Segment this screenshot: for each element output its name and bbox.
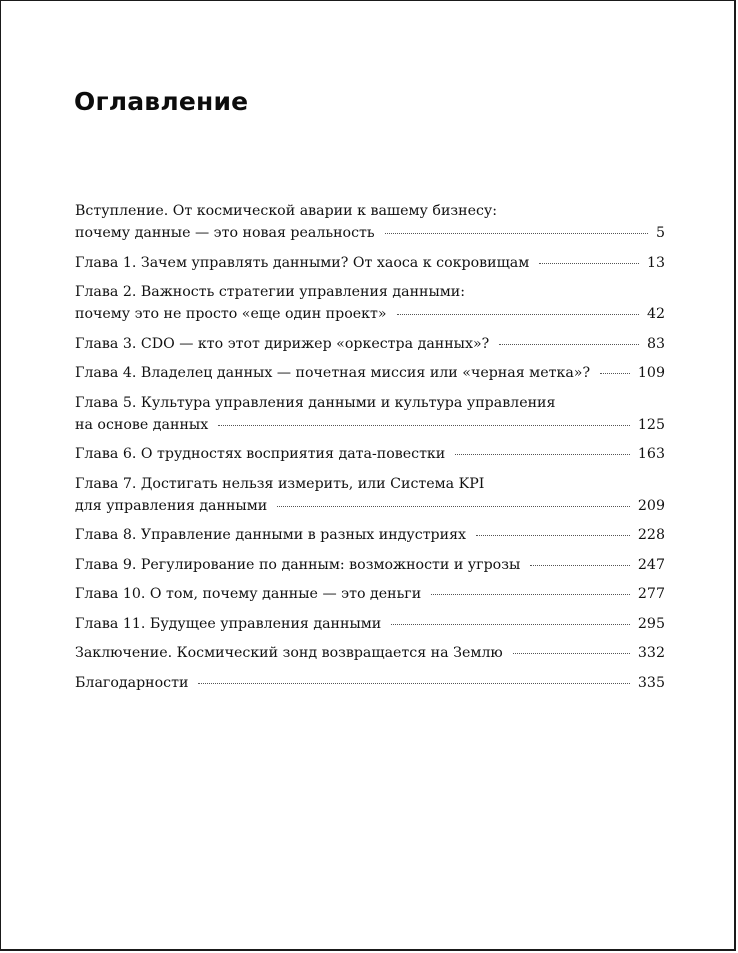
toc-entry-last-line <box>75 613 665 635</box>
toc-entry[interactable] <box>75 524 665 546</box>
toc-entry-last-line <box>75 495 665 517</box>
toc-page-number: 247 <box>637 556 665 573</box>
dot-leader <box>277 506 630 507</box>
dot-leader <box>476 535 630 536</box>
toc-page-number: 83 <box>646 335 665 352</box>
dot-leader <box>530 565 630 566</box>
toc-page-number: 277 <box>637 586 665 602</box>
toc-page-number: 109 <box>637 365 665 381</box>
toc-page-number: 295 <box>637 615 665 632</box>
toc-entry-last-line <box>75 672 665 694</box>
toc-page-number: 42 <box>646 306 665 322</box>
toc-entry-last-line <box>75 252 665 274</box>
toc-entry[interactable] <box>75 443 665 465</box>
toc-entry-title: Заключение. Космический зонд возвращается на Землю <box>75 645 503 661</box>
toc-page-number: 163 <box>637 446 665 462</box>
toc-entry-title: Благодарности <box>75 674 189 691</box>
toc-entry[interactable] <box>75 642 665 664</box>
toc-entry[interactable] <box>75 392 665 436</box>
toc-entry-last-line <box>75 642 665 664</box>
toc-entry-last-line <box>75 554 665 576</box>
toc-entry-title: Глава 11. Будущее управления данными <box>75 615 382 632</box>
toc-entry-last-line <box>75 583 665 605</box>
toc-entry[interactable] <box>75 362 665 384</box>
toc-entry-last-line <box>75 303 665 325</box>
toc-entry-title: почему это не просто «еще один проект» <box>75 306 387 322</box>
dot-leader <box>455 454 630 455</box>
dot-leader <box>391 624 630 625</box>
toc-entry-last-line <box>75 222 665 244</box>
toc-page-number: 5 <box>655 225 665 241</box>
dot-leader <box>397 314 639 315</box>
toc-entry-title-line: Глава 2. Важность стратегии управления данными: <box>75 284 466 300</box>
dot-leader <box>600 373 630 374</box>
toc-entry-title-line: Глава 5. Культура управления данными и культура управления <box>75 394 556 411</box>
toc-entry[interactable] <box>75 672 665 694</box>
toc-page-number: 13 <box>646 254 665 271</box>
toc-entry[interactable] <box>75 473 665 517</box>
toc-entry[interactable] <box>75 252 665 274</box>
toc-entry-last-line <box>75 443 665 465</box>
page-title: Оглавление <box>74 87 249 116</box>
toc-entry-last-line <box>75 333 665 355</box>
toc-entry[interactable] <box>75 613 665 635</box>
toc-entry-title: Глава 1. Зачем управлять данными? От хаоса к сокровищам <box>75 254 530 271</box>
toc-entry-title: для управления данными <box>75 497 268 514</box>
toc-entry-last-line <box>75 414 665 436</box>
toc-entry[interactable] <box>75 554 665 576</box>
toc-entry[interactable] <box>75 583 665 605</box>
toc-entry-title-line: Глава 7. Достигать нельзя измерить, или Система KPI <box>75 475 485 492</box>
dot-leader <box>539 263 639 264</box>
toc-entry-title-line: Вступление. От космической аварии к вашему бизнесу: <box>75 203 498 219</box>
toc-page-number: 335 <box>637 674 665 691</box>
toc-entry[interactable] <box>75 281 665 325</box>
toc-entry-title: Глава 6. О трудностях восприятия дата-повестки <box>75 446 446 462</box>
dot-leader <box>513 653 630 654</box>
toc-entry[interactable] <box>75 333 665 355</box>
toc-entry-title: Глава 4. Владелец данных — почетная миссия или «черная метка»? <box>75 365 591 381</box>
toc-page-number: 125 <box>637 416 665 433</box>
toc-page-number: 209 <box>637 497 665 514</box>
toc-page-number: 228 <box>637 527 665 543</box>
dot-leader <box>198 683 630 684</box>
toc-entry-title: на основе данных <box>75 416 209 433</box>
dot-leader <box>499 344 639 345</box>
toc-entry-title: Глава 8. Управление данными в разных индустриях <box>75 527 467 543</box>
toc-page-number: 332 <box>637 645 665 661</box>
toc-entry-title: Глава 3. CDO — кто этот дирижер «оркестра данных»? <box>75 335 490 352</box>
toc-entry-title: Глава 10. О том, почему данные — это деньги <box>75 586 422 602</box>
dot-leader <box>218 425 630 426</box>
toc-entry-title: почему данные — это новая реальность <box>75 225 375 241</box>
dot-leader <box>385 233 648 234</box>
toc-entry-last-line <box>75 524 665 546</box>
dot-leader <box>431 594 630 595</box>
toc-entry-last-line <box>75 362 665 384</box>
toc-entry-title: Глава 9. Регулирование по данным: возможности и угрозы <box>75 556 521 573</box>
table-of-contents <box>75 200 665 701</box>
toc-entry[interactable] <box>75 200 665 244</box>
